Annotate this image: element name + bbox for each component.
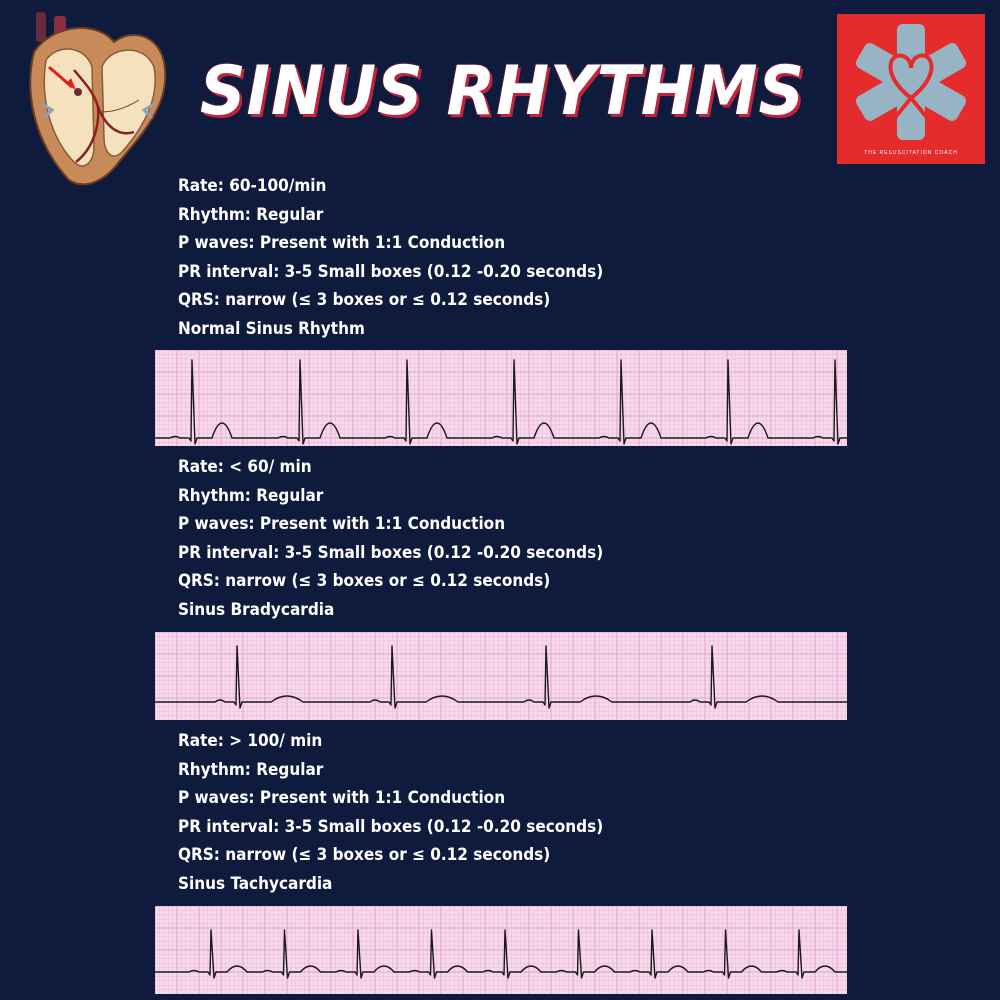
ecg-trace-normal: [155, 350, 847, 446]
logo-text: THE RESUSCITATION COACH: [864, 150, 958, 156]
ecg-strip-sinus-bradycardia: [155, 632, 847, 720]
section-sinus-tachycardia: [178, 727, 603, 899]
rhythm-label: Rhythm: Regular: [178, 204, 324, 225]
rate-label: Rate: < 60/ min: [178, 457, 312, 477]
ecg-strip-sinus-tachycardia: [155, 906, 847, 994]
resuscitation-coach-logo: [837, 14, 985, 164]
section-normal-sinus-rhythm: [178, 172, 603, 344]
qrs-label: QRS: narrow (≤ 3 boxes or ≤ 0.12 seconds): [178, 845, 551, 866]
p-waves-label: P waves: Present with 1:1 Conduction: [178, 514, 506, 535]
rhythm-name: Normal Sinus Rhythm: [178, 318, 365, 339]
qrs-label: QRS: narrow (≤ 3 boxes or ≤ 0.12 seconds): [178, 571, 551, 592]
page-title: SINUS RHYTHMS: [200, 52, 805, 131]
p-waves-label: P waves: Present with 1:1 Conduction: [178, 788, 506, 809]
p-waves-label: P waves: Present with 1:1 Conduction: [178, 233, 506, 254]
pr-interval-label: PR interval: 3-5 Small boxes (0.12 -0.20 seconds): [178, 542, 604, 563]
rate-label: Rate: > 100/ min: [178, 731, 323, 751]
rhythm-label: Rhythm: Regular: [178, 759, 324, 780]
rhythm-name: Sinus Tachycardia: [178, 873, 333, 894]
star-of-life-heart-logo-icon: [837, 14, 985, 164]
section-sinus-bradycardia: [178, 453, 603, 625]
rhythm-name: Sinus Bradycardia: [178, 599, 335, 620]
pr-interval-label: PR interval: 3-5 Small boxes (0.12 -0.20 seconds): [178, 816, 604, 837]
rate-label: Rate: 60-100/min: [178, 176, 327, 196]
heart-conduction-illustration-icon: [14, 12, 174, 187]
rhythm-label: Rhythm: Regular: [178, 485, 324, 506]
qrs-label: QRS: narrow (≤ 3 boxes or ≤ 0.12 seconds): [178, 290, 551, 311]
ecg-strip-normal-sinus: [155, 350, 847, 446]
pr-interval-label: PR interval: 3-5 Small boxes (0.12 -0.20 seconds): [178, 261, 604, 282]
